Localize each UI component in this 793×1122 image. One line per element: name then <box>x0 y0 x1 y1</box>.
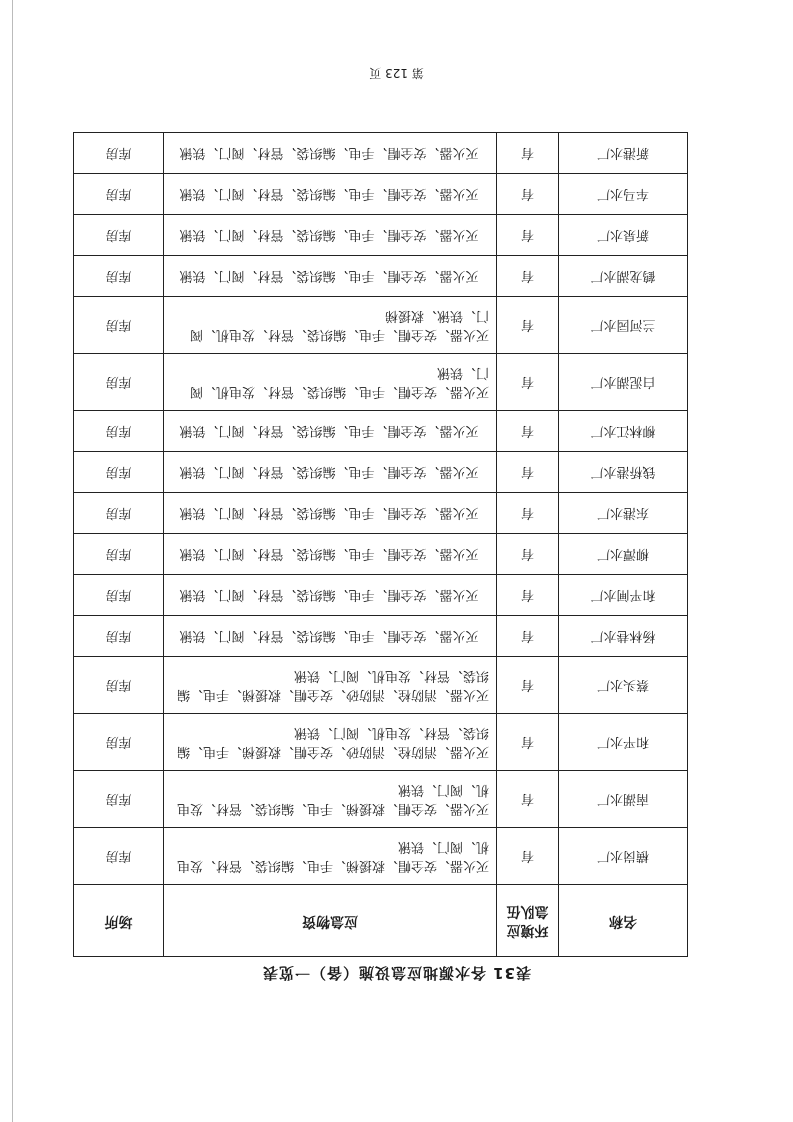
table-body <box>74 133 688 885</box>
cell-team: 有 <box>497 174 559 215</box>
cell-name: 车马水厂 <box>559 174 688 215</box>
cell-place: 库房 <box>74 714 164 771</box>
page-title: 表31 各水源地应急设施（备）一览表 <box>261 964 532 982</box>
cell-place: 库房 <box>74 133 164 174</box>
cell-name: 南湖水厂 <box>559 771 688 828</box>
cell-place: 库房 <box>74 354 164 411</box>
cell-place: 库房 <box>74 616 164 657</box>
cell-team: 有 <box>497 452 559 493</box>
table-row <box>74 714 688 771</box>
table-row <box>74 256 688 297</box>
facilities-table <box>73 132 688 957</box>
table-header-row <box>74 885 688 957</box>
cell-name: 鹤龙湖水厂 <box>559 256 688 297</box>
cell-name: 柳潭水厂 <box>559 534 688 575</box>
cell-name: 兰河园水厂 <box>559 297 688 354</box>
cell-name: 钱桥港水厂 <box>559 452 688 493</box>
cell-team: 有 <box>497 771 559 828</box>
cell-place: 库房 <box>74 493 164 534</box>
cell-supplies: 灭火器、安全帽、手电、编织袋、管材、阀门、铁锹 <box>164 452 497 493</box>
cell-supplies: 灭火器、安全帽、手电、编织袋、管材、阀门、铁锹 <box>164 411 497 452</box>
cell-place: 库房 <box>74 256 164 297</box>
cell-team: 有 <box>497 215 559 256</box>
page-number: 第 123 页 <box>369 66 424 80</box>
cell-supplies: 灭火器、安全帽、手电、编织袋、管材、阀门、铁锹 <box>164 575 497 616</box>
cell-place: 库房 <box>74 452 164 493</box>
header-supplies: 应急物资 <box>164 885 497 957</box>
table-row <box>74 657 688 714</box>
header-team: 环境应急队伍 <box>497 885 559 957</box>
cell-place: 库房 <box>74 828 164 885</box>
cell-place: 库房 <box>74 534 164 575</box>
cell-place: 库房 <box>74 771 164 828</box>
table-row <box>74 354 688 411</box>
cell-name: 新港水厂 <box>559 133 688 174</box>
cell-team: 有 <box>497 354 559 411</box>
cell-team: 有 <box>497 411 559 452</box>
cell-name: 杨林巷水厂 <box>559 616 688 657</box>
table-row <box>74 493 688 534</box>
table-row <box>74 771 688 828</box>
cell-name: 和平水厂 <box>559 714 688 771</box>
cell-place: 库房 <box>74 575 164 616</box>
cell-supplies: 灭火器、消防栓、消防砂、安全帽、救援梯、手电、编织袋、管材、发电机、阀门、铁锹 <box>164 657 497 714</box>
cell-name: 横岗水厂 <box>559 828 688 885</box>
cell-supplies: 灭火器、安全帽、救援梯、手电、编织袋、管材、发电机、阀门、铁锹 <box>164 828 497 885</box>
cell-supplies: 灭火器、安全帽、手电、编织袋、管材、阀门、铁锹 <box>164 616 497 657</box>
table-row <box>74 452 688 493</box>
table-row <box>74 297 688 354</box>
cell-name: 蔡头水厂 <box>559 657 688 714</box>
table-row <box>74 133 688 174</box>
cell-team: 有 <box>497 256 559 297</box>
cell-team: 有 <box>497 297 559 354</box>
cell-place: 库房 <box>74 215 164 256</box>
table-row <box>74 616 688 657</box>
cell-supplies: 灭火器、安全帽、救援梯、手电、编织袋、管材、发电机、阀门、铁锹 <box>164 771 497 828</box>
cell-supplies: 灭火器、消防栓、消防砂、安全帽、救援梯、手电、编织袋、管材、发电机、阀门、铁锹 <box>164 714 497 771</box>
cell-supplies: 灭火器、安全帽、手电、编织袋、管材、发电机、阀门、铁锹、救援梯 <box>164 297 497 354</box>
cell-name: 和平闸水厂 <box>559 575 688 616</box>
table-row <box>74 215 688 256</box>
cell-team: 有 <box>497 493 559 534</box>
cell-supplies: 灭火器、安全帽、手电、编织袋、管材、阀门、铁锹 <box>164 493 497 534</box>
cell-name: 新泉水厂 <box>559 215 688 256</box>
cell-name: 东港水厂 <box>559 493 688 534</box>
cell-supplies: 灭火器、安全帽、手电、编织袋、管材、阀门、铁锹 <box>164 256 497 297</box>
table-row <box>74 828 688 885</box>
cell-team: 有 <box>497 828 559 885</box>
cell-supplies: 灭火器、安全帽、手电、编织袋、管材、阀门、铁锹 <box>164 174 497 215</box>
table-row <box>74 534 688 575</box>
table-row <box>74 411 688 452</box>
cell-team: 有 <box>497 575 559 616</box>
cell-name: 柳林江水厂 <box>559 411 688 452</box>
table-row <box>74 575 688 616</box>
cell-place: 库房 <box>74 297 164 354</box>
cell-team: 有 <box>497 133 559 174</box>
cell-team: 有 <box>497 657 559 714</box>
cell-supplies: 灭火器、安全帽、手电、编织袋、管材、发电机、阀门、铁锹 <box>164 354 497 411</box>
header-place: 场所 <box>74 885 164 957</box>
cell-supplies: 灭火器、安全帽、手电、编织袋、管材、阀门、铁锹 <box>164 534 497 575</box>
cell-team: 有 <box>497 616 559 657</box>
cell-name: 白泥湖水厂 <box>559 354 688 411</box>
header-name: 名称 <box>559 885 688 957</box>
cell-place: 库房 <box>74 174 164 215</box>
table-row <box>74 174 688 215</box>
cell-team: 有 <box>497 534 559 575</box>
cell-supplies: 灭火器、安全帽、手电、编织袋、管材、阀门、铁锹 <box>164 215 497 256</box>
cell-place: 库房 <box>74 411 164 452</box>
cell-place: 库房 <box>74 657 164 714</box>
cell-team: 有 <box>497 714 559 771</box>
cell-supplies: 灭火器、安全帽、手电、编织袋、管材、阀门、铁锹 <box>164 133 497 174</box>
